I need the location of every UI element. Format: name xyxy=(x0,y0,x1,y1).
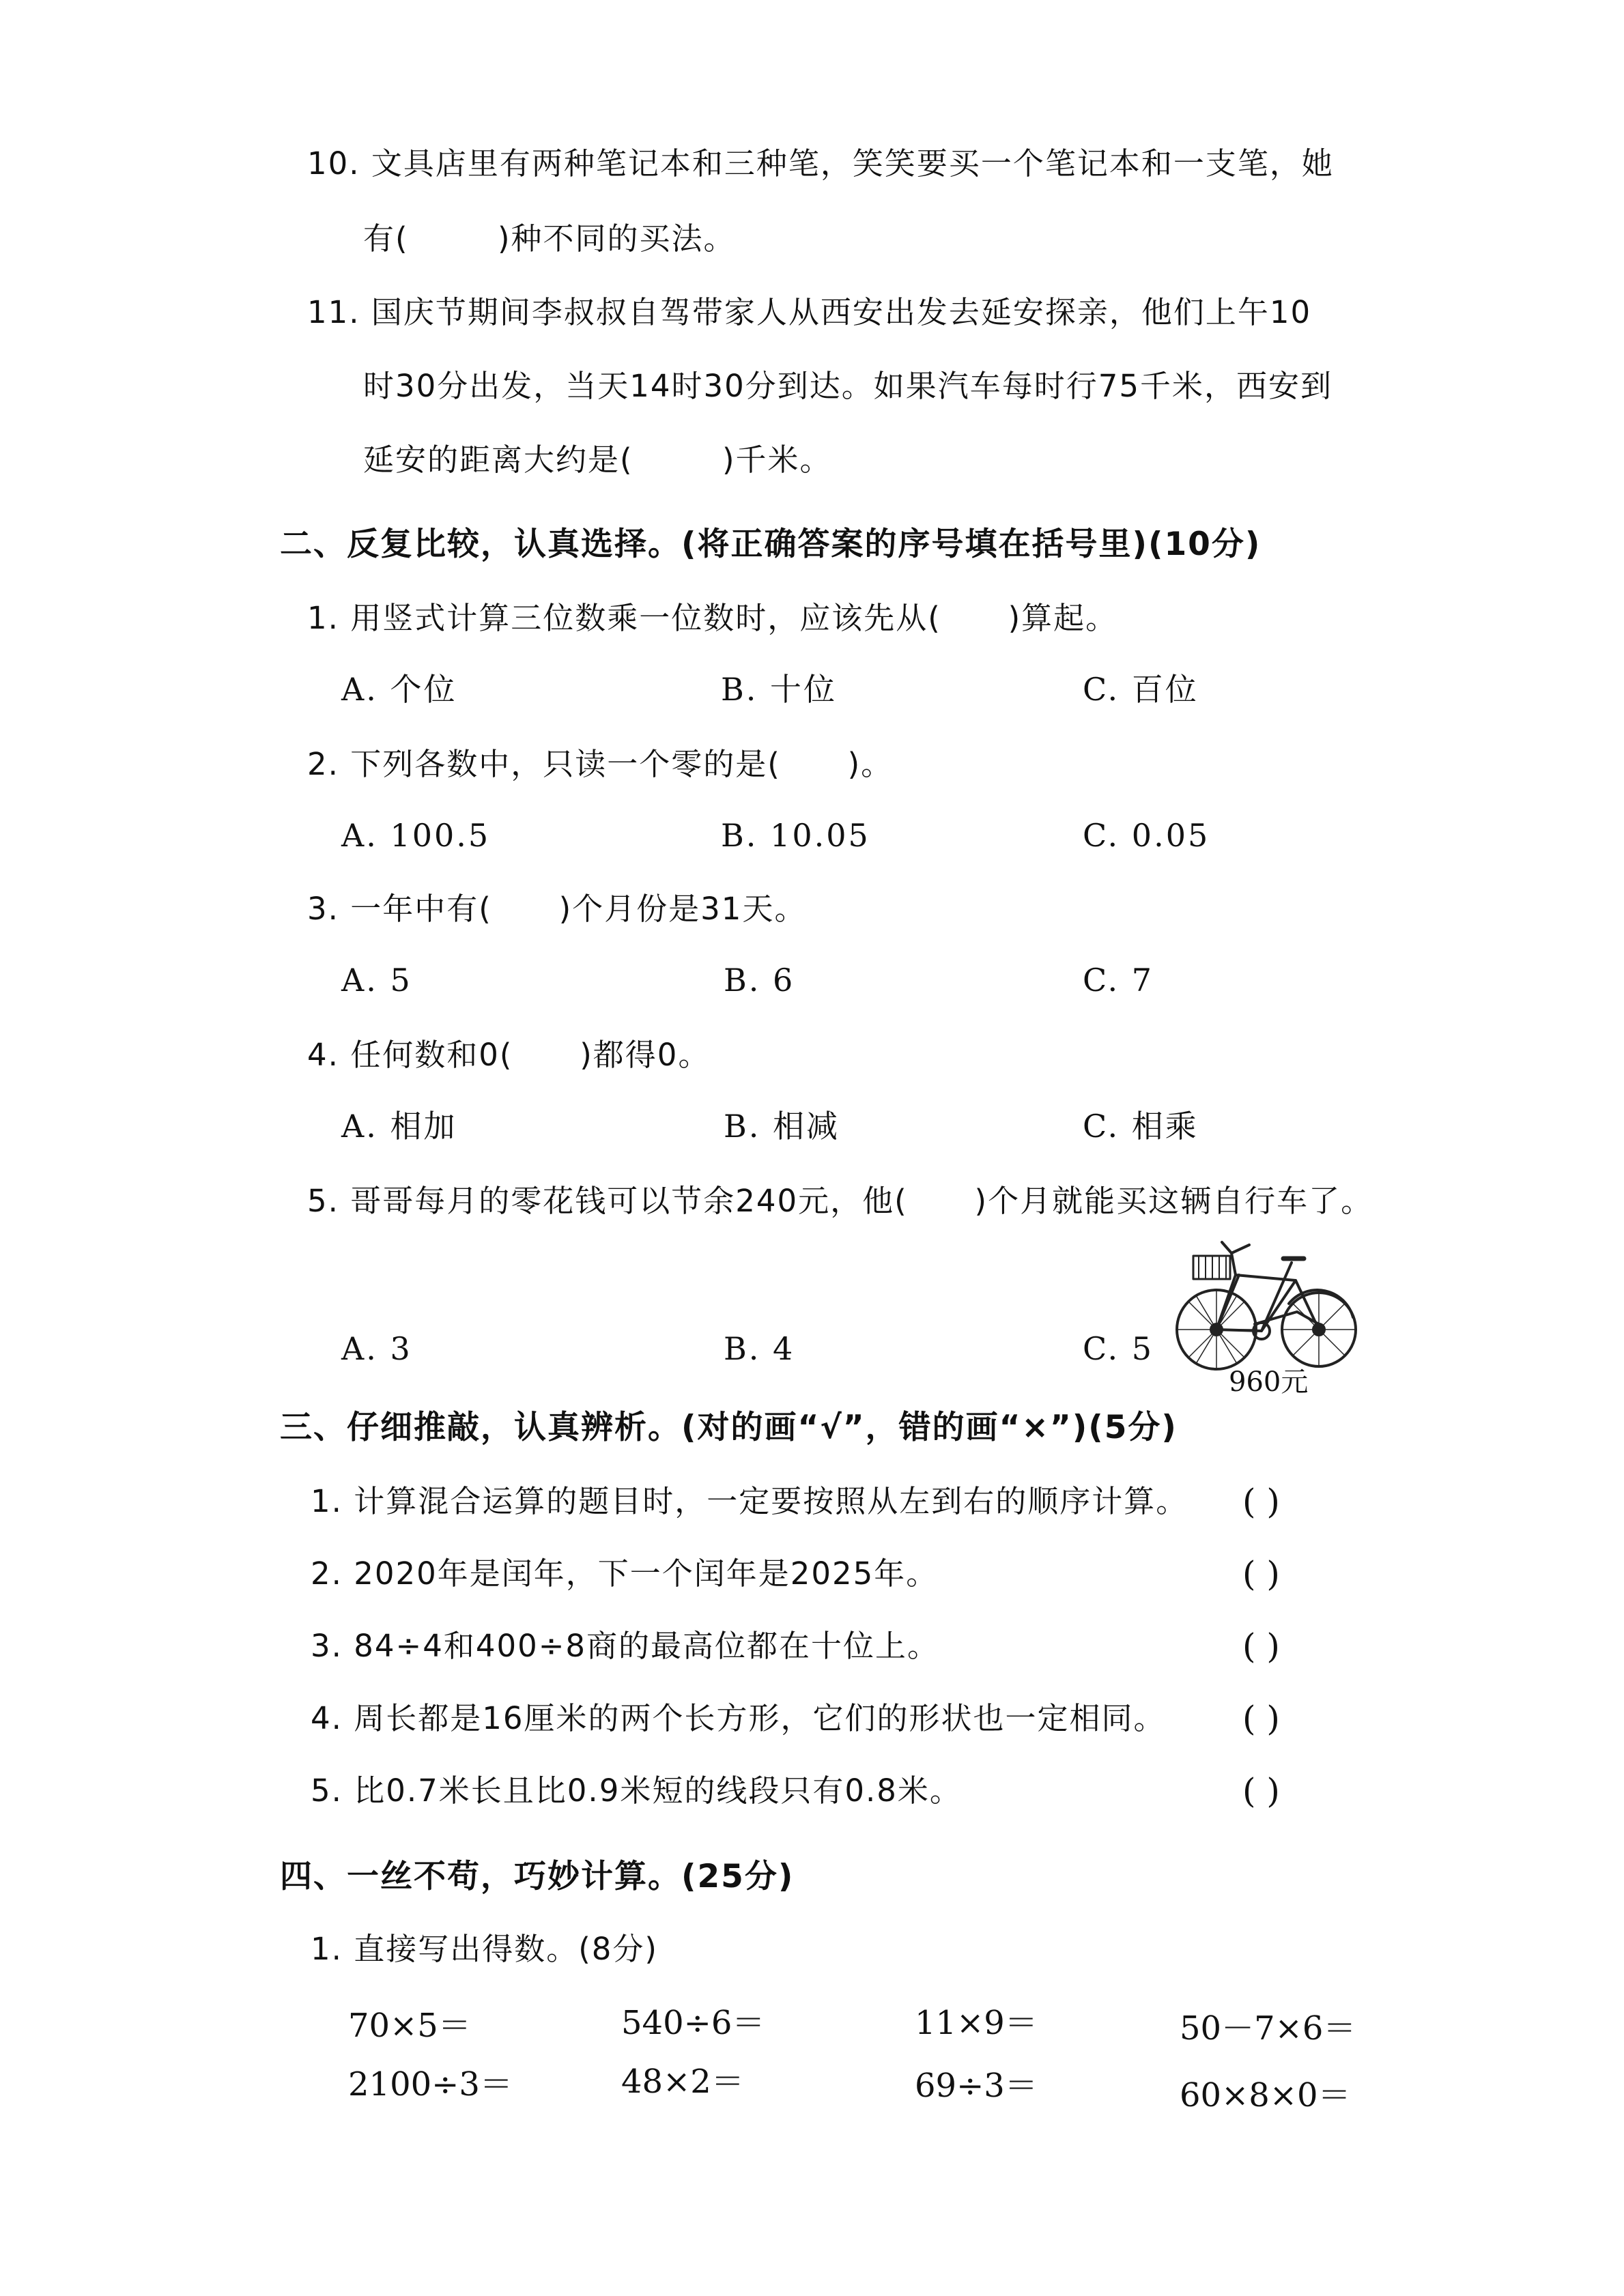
choice-1-option-a: A. 个位 xyxy=(341,671,457,708)
choice-5-option-c: C. 5 xyxy=(1083,1330,1154,1367)
calc-r2-c1: 2100÷3＝ xyxy=(348,2065,513,2104)
choice-5-option-b: B. 4 xyxy=(724,1330,795,1367)
choice-4-option-b: B. 相减 xyxy=(724,1108,840,1145)
judge-answer-2: ( ) xyxy=(1242,1554,1280,1594)
calc-r2-c2: 48×2＝ xyxy=(621,2063,744,2101)
choice-3-option-c: C. 7 xyxy=(1083,962,1154,999)
choice-5-option-a: A. 3 xyxy=(341,1330,412,1367)
choice-3-option-b: B. 6 xyxy=(724,962,795,999)
question-11-line-3: 延安的距离大约是( )千米。 xyxy=(363,442,832,478)
choice-4-option-c: C. 相乘 xyxy=(1083,1108,1199,1145)
question-11-line-1: 11. 国庆节期间李叔叔自驾带家人从西安出发去延安探亲，他们上午10 xyxy=(307,294,1312,330)
calc-r2-c4: 60×8×0＝ xyxy=(1180,2076,1351,2114)
choice-2-option-b: B. 10.05 xyxy=(721,817,870,854)
choice-question-5: 5. 哥哥每月的零花钱可以节余240元，他( )个月就能买这辆自行车了。 xyxy=(307,1183,1373,1219)
calc-r1-c4: 50－7×6＝ xyxy=(1180,2009,1356,2048)
choice-3-option-a: A. 5 xyxy=(341,962,412,999)
judge-answer-3: ( ) xyxy=(1242,1626,1280,1666)
section-4-subheading: 1. 直接写出得数。(8分) xyxy=(311,1931,658,1967)
bicycle-illustration xyxy=(1174,1222,1358,1379)
question-10-line-2: 有( )种不同的买法。 xyxy=(363,220,736,257)
judge-item-3: 3. 84÷4和400÷8商的最高位都在十位上。 xyxy=(311,1628,940,1664)
choice-4-option-a: A. 相加 xyxy=(341,1108,457,1145)
section-2-heading: 二、反复比较，认真选择。(将正确答案的序号填在括号里)(10分) xyxy=(280,526,1262,563)
calc-r1-c3: 11×9＝ xyxy=(915,2004,1038,2042)
calc-r1-c2: 540÷6＝ xyxy=(621,2004,765,2042)
calc-r1-c1: 70×5＝ xyxy=(348,2007,471,2045)
question-10-line-1: 10. 文具店里有两种笔记本和三种笔，笑笑要买一个笔记本和一支笔，她 xyxy=(307,145,1334,182)
choice-1-option-c: C. 百位 xyxy=(1083,671,1199,708)
question-11-line-2: 时30分出发，当天14时30分到达。如果汽车每时行75千米，西安到 xyxy=(363,368,1333,404)
judge-item-5: 5. 比0.7米长且比0.9米短的线段只有0.8米。 xyxy=(311,1773,962,1809)
judge-item-2: 2. 2020年是闰年，下一个闰年是2025年。 xyxy=(311,1555,939,1592)
judge-item-4: 4. 周长都是16厘米的两个长方形，它们的形状也一定相同。 xyxy=(311,1700,1166,1736)
judge-item-1: 1. 计算混合运算的题目时，一定要按照从左到右的顺序计算。 xyxy=(311,1483,1188,1519)
choice-1-option-b: B. 十位 xyxy=(721,671,838,708)
judge-answer-5: ( ) xyxy=(1242,1771,1280,1811)
section-3-heading: 三、仔细推敲，认真辨析。(对的画“√”，错的画“×”)(5分) xyxy=(280,1409,1178,1446)
choice-2-option-a: A. 100.5 xyxy=(341,817,491,854)
choice-question-3: 3. 一年中有( )个月份是31天。 xyxy=(307,891,807,927)
choice-question-4: 4. 任何数和0( )都得0。 xyxy=(307,1037,711,1073)
judge-answer-4: ( ) xyxy=(1242,1699,1280,1738)
bicycle-price: 960元 xyxy=(1229,1366,1309,1398)
calc-r2-c3: 69÷3＝ xyxy=(915,2067,1038,2105)
choice-question-1: 1. 用竖式计算三位数乘一位数时，应该先从( )算起。 xyxy=(307,600,1118,636)
choice-question-2: 2. 下列各数中，只读一个零的是( )。 xyxy=(307,746,894,782)
choice-2-option-c: C. 0.05 xyxy=(1083,817,1210,854)
section-4-heading: 四、一丝不苟，巧妙计算。(25分) xyxy=(280,1858,795,1895)
judge-answer-1: ( ) xyxy=(1242,1482,1280,1521)
